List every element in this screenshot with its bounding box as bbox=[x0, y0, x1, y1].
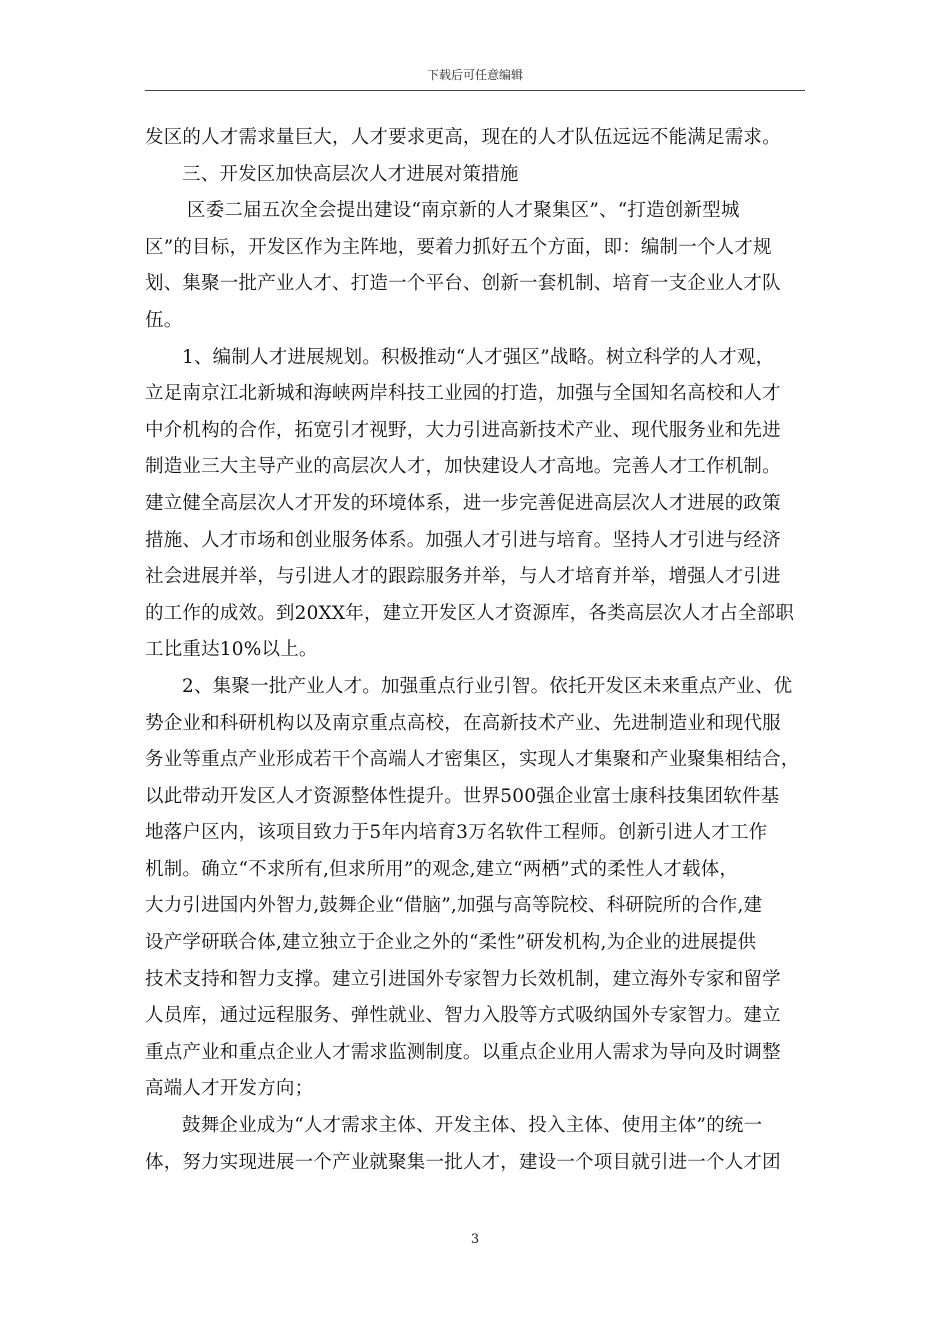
text-line: 地落户区内，该项目致力于5年内培育3万名软件工程师。创新引进人才工作 bbox=[145, 822, 768, 844]
text-line: 2、集聚一批产业人才。加强重点行业引智。依托开发区未来重点产业、优 bbox=[182, 675, 793, 697]
text-line: 区委二届五次全会提出建设“南京新的人才聚集区”、“打造创新型城 bbox=[187, 200, 740, 222]
text-line: 势企业和科研机构以及南京重点高校，在高新技术产业、先进制造业和现代服 bbox=[145, 712, 781, 734]
text-line: 的工作的成效。到20XX年，建立开发区人才资源库，各类高层次人才占全部职 bbox=[145, 602, 795, 624]
page-number: 3 bbox=[470, 1232, 480, 1247]
text-line: 制造业三大主导产业的高层次人才，加快建设人才高地。完善人才工作机制。 bbox=[145, 456, 781, 478]
text-line: 技术支持和智力支撑。建立引进国外专家智力长效机制，建立海外专家和留学 bbox=[145, 968, 781, 990]
page-header: 下载后可任意编辑 bbox=[426, 68, 523, 82]
text-line: 以此带动开发区人才资源整体性提升。世界500强企业富士康科技集团软件基 bbox=[145, 785, 780, 807]
text-line: 工比重达10%以上。 bbox=[145, 639, 318, 661]
text-line: 重点产业和重点企业人才需求监测制度。以重点企业用人需求为导向及时调整 bbox=[145, 1041, 781, 1063]
text-line: 伍。 bbox=[145, 309, 183, 331]
text-line: 机制。确立“不求所有,但求所用”的观念,建立“两栖”式的柔性人才载体， bbox=[145, 858, 739, 880]
text-line: 措施、人才市场和创业服务体系。加强人才引进与培育。坚持人才引进与经济 bbox=[145, 529, 781, 551]
text-line: 社会进展并举，与引进人才的跟踪服务并举，与人才培育并举，增强人才引进 bbox=[145, 566, 781, 588]
text-line: 人员库，通过远程服务、弹性就业、智力入股等方式吸纳国外专家智力。建立 bbox=[145, 1005, 781, 1027]
document-body bbox=[145, 120, 805, 1181]
text-line: 建立健全高层次人才开发的环境体系，进一步完善促进高层次人才进展的政策 bbox=[145, 492, 781, 514]
text-line: 鼓舞企业成为“人才需求主体、开发主体、投入主体、使用主体”的统一 bbox=[182, 1115, 763, 1137]
text-line: 划、集聚一批产业人才、打造一个平台、创新一套机制、培育一支企业人才队 bbox=[145, 273, 781, 295]
text-line: 中介机构的合作，拓宽引才视野，大力引进高新技术产业、现代服务业和先进 bbox=[145, 419, 781, 441]
text-line: 设产学研联合体,建立独立于企业之外的“柔性”研发机构,为企业的进展提供 bbox=[145, 932, 757, 954]
text-line: 高端人才开发方向； bbox=[145, 1078, 314, 1100]
text-line: 大力引进国内外智力,鼓舞企业“借脑”,加强与高等院校、科研院所的合作,建 bbox=[145, 895, 763, 917]
text-line: 务业等重点产业形成若干个高端人才密集区，实现人才集聚和产业聚集相结合， bbox=[145, 749, 800, 771]
text-line: 区”的目标，开发区作为主阵地，要着力抓好五个方面，即：编制一个人才规 bbox=[145, 236, 772, 258]
text-line: 体，努力实现进展一个产业就聚集一批人才，建设一个项目就引进一个人才团 bbox=[145, 1151, 781, 1173]
header-rule bbox=[145, 90, 805, 91]
text-line: 1、编制人才进展规划。积极推动“人才强区”战略。树立科学的人才观， bbox=[182, 346, 775, 368]
text-line: 立足南京江北新城和海峡两岸科技工业园的打造，加强与全国知名高校和人才 bbox=[145, 383, 781, 405]
text-line: 三、开发区加快高层次人才进展对策措施 bbox=[182, 163, 519, 185]
text-line: 发区的人才需求量巨大，人才要求更高，现在的人才队伍远远不能满足需求。 bbox=[145, 127, 781, 148]
